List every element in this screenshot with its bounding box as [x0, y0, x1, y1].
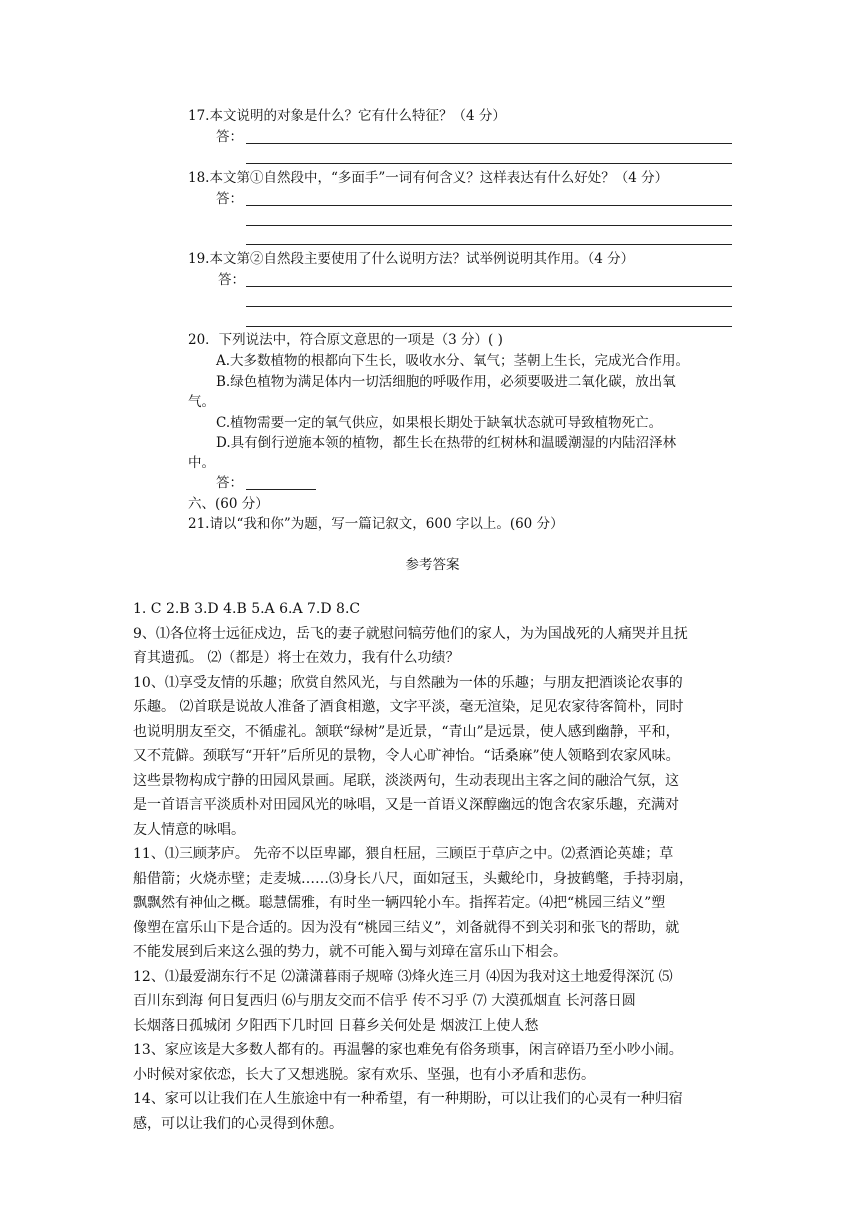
answer-line-text: 船借箭；火烧赤壁；走麦城……⑶身长八尺，面如冠玉，头戴纶巾，身披鹤氅，手持羽扇， [133, 870, 693, 887]
answer-label-20: 答： [216, 475, 243, 491]
answer-line-text: 12、⑴最爱湖东行不足 ⑵潇潇暮雨子规啼 ⑶烽火连三月 ⑷因为我对这土地爱得深沉 ⑸ [133, 968, 673, 985]
option-a: A.大多数植物的根都向下生长，吸收水分、氧气；茎朝上生长，完成光合作用。 [216, 353, 690, 369]
answers-block [133, 597, 733, 1136]
answer-line-text: 14、家可以让我们在人生旅途中有一种希望，有一种期盼，可以让我们的心灵有一种归宿 [133, 1091, 683, 1107]
answer-line[interactable] [246, 205, 732, 206]
answer-line-text: 1. C 2.B 3.D 4.B 5.A 6.A 7.D 8.C [133, 601, 361, 617]
answer-line-text: 也说明朋友至交，不循虚礼。颔联“绿树”是近景，“青山”是远景，使人感到幽静，平和， [133, 723, 680, 740]
answer-line[interactable] [246, 306, 732, 307]
answer-label-19: 答： [218, 272, 245, 288]
answer-line-text: 9、⑴各位将士远征戍边，岳飞的妻子就慰问犒劳他们的家人，为为国战死的人痛哭并且抚 [133, 625, 688, 642]
answer-line-text: 乐趣。 ⑵首联是说故人准备了酒食相邀，文字平淡，毫无渲染，足见农家待客简朴，同时 [133, 699, 684, 715]
answer-line-text: 不能发展到后来这么强的势力，就不可能入蜀与刘璋在富乐山下相会。 [133, 944, 567, 960]
answer-line-text: 像塑在富乐山下是合适的。因为没有“桃园三结义”，刘备就得不到关羽和张飞的帮助，就 [133, 919, 680, 936]
answer-line-text: 是一首语言平淡质朴对田园风光的咏唱，又是一首语义深醇幽远的饱含农家乐趣，充满对 [133, 797, 679, 813]
answer-line-text: 11、⑴三顾茅庐。 先帝不以臣卑鄙，猥自枉屈，三顾臣于草庐之中。⑵煮酒论英雄；草 [133, 846, 674, 862]
answer-line[interactable] [246, 225, 732, 226]
question-20: 20．下列说法中，符合原文意思的一项是（3 分）( ) [188, 332, 503, 348]
answer-line-text: 友人情意的咏唱。 [133, 821, 245, 838]
question-19: 19.本文第②自然段主要使用了什么说明方法？试举例说明其作用。（4 分） [188, 251, 635, 267]
answer-line-text: 又不荒僻。颈联写“开轩”后所见的景物，令人心旷神怡。“话桑麻”使人领略到农家风味。 [133, 748, 680, 764]
option-d: D.具有倒行逆施本领的植物，都生长在热带的红树林和温暖潮湿的内陆沼泽林 [216, 435, 677, 451]
answer-label-17: 答： [216, 129, 243, 145]
question-21: 21.请以“我和你”为题，写一篇记叙文，600 字以上。(60 分） [188, 516, 564, 532]
answer-line-text: 百川东到海 何日复西归 ⑹与朋友交而不信乎 传不习乎 ⑺ 大漠孤烟直 长河落日圆 [133, 993, 636, 1009]
answer-label-18: 答： [216, 191, 243, 207]
answer-line-text: 10、⑴享受友情的乐趣；欣赏自然风光，与自然融为一体的乐趣；与朋友把酒谈论农事的 [133, 674, 683, 691]
answer-line-text: 小时候对家依恋，长大了又想逃脱。家有欢乐、坚强，也有小矛盾和悲伤。 [133, 1066, 595, 1083]
answers-title: 参考答案 [405, 557, 460, 573]
answer-line[interactable] [246, 143, 732, 144]
answer-line-text: 飘飘然有神仙之概。聪慧儒雅，有时坐一辆四轮小车。指挥若定。⑷把“桃园三结义”塑 [133, 895, 666, 911]
section-heading: 六、(60 分） [188, 496, 269, 512]
option-b-continued: 气。 [188, 394, 215, 410]
answer-line[interactable] [246, 244, 732, 245]
answer-blank[interactable] [246, 489, 316, 490]
answer-line-text: 13、家应该是大多数人都有的。再温馨的家也难免有俗务琐事，闲言碎语乃至小吵小闹。 [133, 1042, 683, 1058]
option-b: B.绿色植物为满足体内一切活细胞的呼吸作用，必须要吸进二氧化碳，放出氧 [216, 374, 676, 390]
question-17: 17.本文说明的对象是什么？它有什么特征？（4 分） [188, 108, 506, 124]
answer-line[interactable] [246, 163, 732, 164]
answer-line[interactable] [246, 326, 732, 327]
option-d-continued: 中。 [188, 455, 215, 471]
answer-line[interactable] [246, 286, 732, 287]
answer-line-text: 长烟落日孤城闭 夕阳西下几时回 日暮乡关何处是 烟波江上使人愁 [133, 1017, 539, 1034]
option-c: C.植物需要一定的氧气供应，如果根长期处于缺氧状态就可导致植物死亡。 [216, 415, 663, 431]
answer-line-text: 感，可以让我们的心灵得到休憩。 [133, 1115, 343, 1132]
question-18: 18.本文第①自然段中，“多面手”一词有何含义？这样表达有什么好处？（4 分） [188, 170, 669, 186]
answer-line-text: 这些景物构成宁静的田园风景画。尾联，淡淡两句，生动表现出主客之间的融洽气氛，这 [133, 772, 679, 789]
answer-line-text: 育其遗孤。 ⑵（都是）将士在效力，我有什么功绩？ [133, 650, 460, 666]
